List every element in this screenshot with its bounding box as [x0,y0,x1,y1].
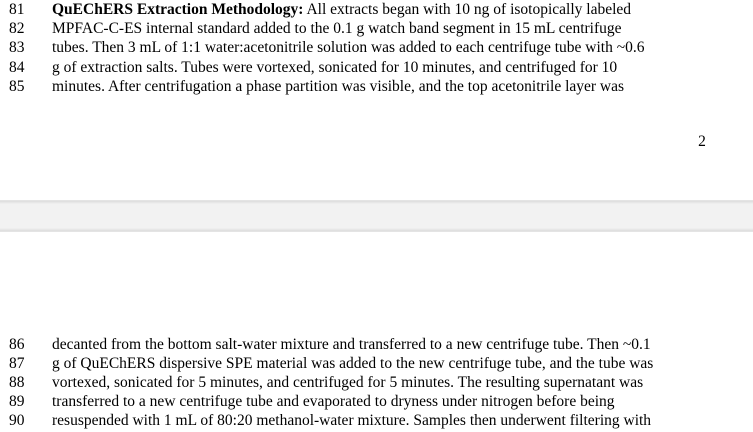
line-number: 84 [9,59,25,76]
line-text: resuspended with 1 mL of 80:20 methanol-water mixture. Samples then underwent filtering with [52,412,652,429]
line-text: g of extraction salts. Tubes were vortexed, sonicated for 10 minutes, and centrifuged for 10 [52,59,618,76]
line-text-body: All extracts began with 10 ng of isotopically labeled [303,1,632,18]
line-number: 83 [9,39,25,56]
line-number: 81 [9,1,25,18]
line-text: tubes. Then 3 mL of 1:1 water:acetonitrile solution was added to each centrifuge tube with ~0.6 [52,39,645,56]
line-text: minutes. After centrifugation a phase partition was visible, and the top acetonitrile layer was [52,78,625,95]
document-page-top [0,0,753,200]
line-text: transferred to a new centrifuge tube and evaporated to dryness under nitrogen before being [52,393,615,410]
line-text: vortexed, sonicated for 5 minutes, and centrifuged for 5 minutes. The resulting supernatant was [52,374,644,391]
line-number: 85 [9,78,25,95]
line-text: decanted from the bottom salt-water mixture and transferred to a new centrifuge tube. Then ~0.1 [52,336,651,353]
document-page-bottom [0,232,753,432]
line-number: 90 [9,412,25,429]
line-number: 89 [9,393,25,410]
line-number: 88 [9,374,25,391]
line-text: g of QuEChERS dispersive SPE material was added to the new centrifuge tube, and the tube was [52,355,654,372]
line-number: 87 [9,355,25,372]
page-number: 2 [698,133,706,150]
line-number: 82 [9,20,25,37]
section-heading: QuEChERS Extraction Methodology: [52,1,304,18]
page-separator [0,200,753,232]
line-text: MPFAC-C-ES internal standard added to the 0.1 g watch band segment in 15 mL centrifuge [52,20,622,37]
line-text [52,0,631,19]
line-number: 86 [9,336,25,353]
